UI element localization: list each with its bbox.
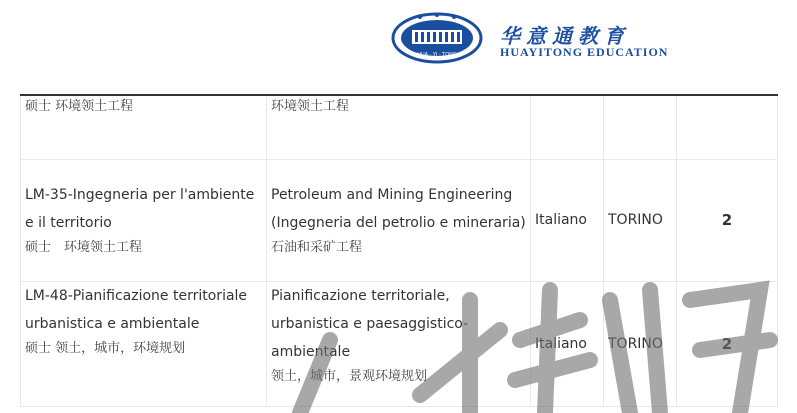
count-cell: [677, 95, 778, 159]
brand-name-cn: 华意通教育: [500, 24, 630, 48]
city-cell: [604, 95, 677, 159]
degree-cell: [21, 281, 267, 406]
city-cell: TORINO: [604, 281, 677, 406]
page-header: [0, 0, 797, 95]
degree-cn: 硕士 环境领土工程: [25, 240, 143, 255]
table-row: [21, 95, 778, 159]
program-name-cn: 领土，城市，景观环境规划: [271, 368, 428, 384]
program-name-cell: [267, 95, 531, 159]
language-cell: Italiano: [531, 281, 604, 406]
program-name-cell: [267, 159, 531, 281]
brand-name-en: HUAYITONG EDUCATION: [500, 45, 669, 59]
program-name: Petroleum and Mining Engineering (Ingegneria del petrolio e mineraria): [271, 187, 526, 231]
language-cell: [531, 95, 604, 159]
program-name-cn: 石油和采矿工程: [271, 240, 363, 255]
svg-text:HUA · YI · TONG: HUA · YI · TONG: [417, 52, 457, 58]
degree-label: LM-35-Ingegneria per l'ambiente e il territorio: [25, 187, 255, 231]
program-name: Pianificazione territoriale, urbanistica e paesaggistico-ambientale: [271, 287, 469, 360]
huayitong-logo-icon: [390, 12, 485, 64]
city-cell: TORINO: [604, 159, 677, 281]
degree-cn: 硕士 领土，城市，环境规划: [25, 340, 186, 356]
count-cell: 2: [677, 281, 778, 406]
program-name-cell: [267, 281, 531, 406]
program-table: [20, 94, 778, 407]
degree-cn: 硕士 环境领土工程: [25, 99, 134, 114]
degree-cell: [21, 95, 267, 159]
degree-label: LM-48-Pianificazione territoriale urbanistica e ambientale: [25, 287, 248, 332]
program-name-cn: 环境领土工程: [271, 99, 350, 114]
table-row: [21, 159, 778, 281]
degree-cell: [21, 159, 267, 281]
language-cell: Italiano: [531, 159, 604, 281]
count-cell: 2: [677, 159, 778, 281]
table-row: [21, 281, 778, 406]
